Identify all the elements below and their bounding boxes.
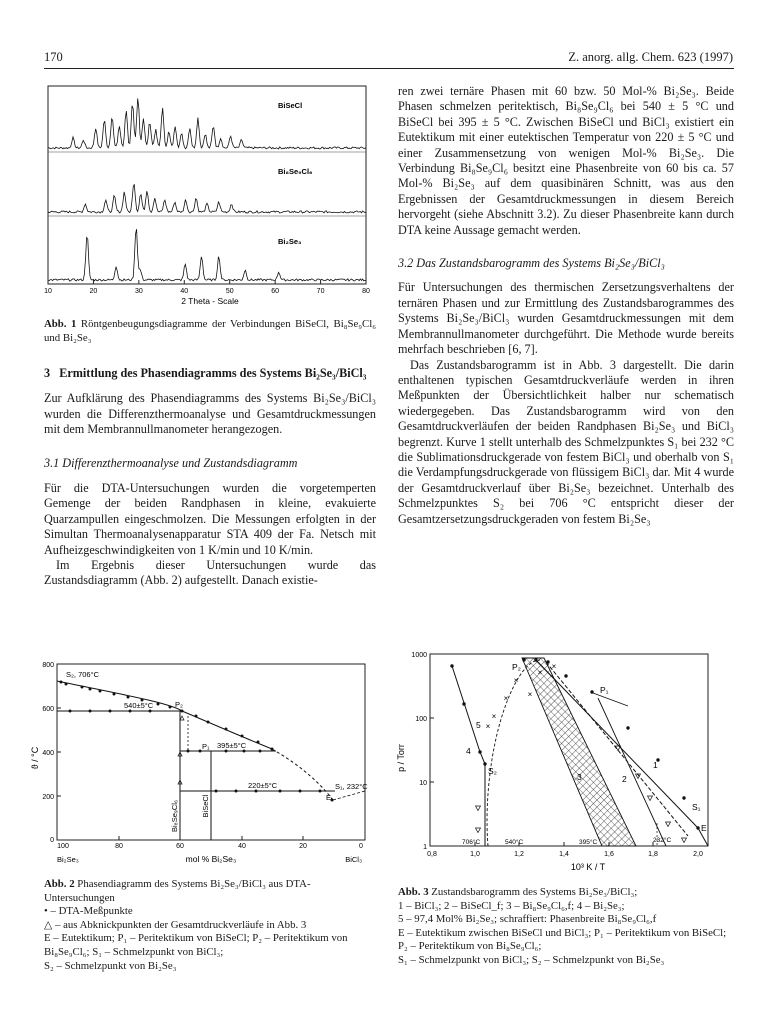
fig2-caption-label: Abb. 2 bbox=[44, 878, 75, 890]
fig2-x-label: mol % Bi₂Se₃ bbox=[185, 854, 237, 864]
fig1-x-tick-label: 70 bbox=[316, 288, 325, 295]
figure1-caption bbox=[44, 318, 376, 345]
fig1-caption-label: Abb. 1 bbox=[44, 318, 77, 330]
fig2-liquidus-dashed bbox=[272, 749, 333, 800]
figure2-phase-diagram bbox=[30, 656, 385, 868]
fig3-curve-4 bbox=[452, 666, 485, 846]
section3-number: 3 bbox=[44, 366, 51, 380]
fig3-caption-line3: 5 – 97,4 Mol% Bi₂Se₃; schraffiert: Phasenbreite Bi₈Se₉Cl₆,f bbox=[398, 913, 657, 926]
fig3-caption-line4: E – Eutektikum zwischen BiSeCl und BiCl₃; P₁ – Peritektikum von BiSeCl; P₂ – Peritektikum von Bi₈Se₉Cl₆; bbox=[398, 926, 727, 953]
right-paragraph-3: Das Zustandsbarogramm ist in Abb. 3 dargestellt. Die darin enthaltenen typischen Gesamtdruckverläufe werden in ihren Meßpunkten der Übersichtlichkeit halber nur schematisch wiedergegeben. Das Zustandsbarogramm wird von den Gesamtdruckverläufen der beiden Randphasen Bi₂Se₃ und BiCl₃ begrenzt. Kurve 1 stellt unterhalb des Schmelzpunktes S₁ bei 232 °C die Sublimationsdruckgerade von festem BiCl₃ und oberhalb von S₁ die Verdampfungsdruckgerade von flüssigem BiCl₃ dar. Mit 4 wurde der Gesamtdruckverlauf über Bi₂Se₃ bezeichnet. Unterhalb des Schmelzpunktes S₂ bei 706 °C entspricht dieser der Gesamtzersetzungsdruckgeraden von festem Bi₂Se₃ bbox=[398, 357, 734, 526]
fig1-x-tick-label: 20 bbox=[89, 288, 98, 295]
fig3-label-curve-4: 4 bbox=[466, 746, 471, 756]
fig3-y-tick: 1000 bbox=[411, 652, 427, 659]
figure3-caption bbox=[398, 886, 734, 968]
fig2-label-s2: S₂, 706°C bbox=[66, 670, 100, 679]
right-paragraph-2: Für Untersuchungen des thermischen Zersetzungsverhaltens der ternären Phasen und zur Ermittlung des Zustandsbarogrammes des Systems Bi₂Se₃/BiCl₃ wurden Gesamtdruckmessungen mit dem Membrannullmanometer durchgeführt. Die Methode wurde bereits mehrfach beschrieben [6, 7]. bbox=[398, 280, 734, 357]
subsection-3-1-heading: 3.1 Differenzthermoanalyse und Zustandsdiagramm bbox=[44, 455, 298, 470]
fig2-dta-point bbox=[181, 710, 184, 713]
fig2-dta-point bbox=[235, 790, 238, 793]
fig2-label-395: 395±5°C bbox=[217, 741, 247, 750]
header-rule bbox=[44, 68, 734, 69]
fig3-marker-point bbox=[522, 658, 525, 661]
fig3-x-tick: 1,4 bbox=[559, 851, 569, 858]
left-paragraph-1: Zur Aufklärung des Phasendiagramms des Systems Bi₂Se₃/BiCl₃ wurden die Differenzthermoanalyse und Gesamtdruckmessungen mit dem Membrannullmanometer herangezogen. bbox=[44, 391, 376, 437]
left-column bbox=[44, 366, 376, 589]
fig2-dta-point bbox=[81, 686, 84, 689]
fig3-marker-point bbox=[450, 664, 453, 667]
section3-heading bbox=[44, 366, 376, 381]
fig3-label-p1: P₁ bbox=[600, 685, 609, 695]
fig3-x-tick: 1,6 bbox=[604, 851, 614, 858]
fig1-caption-text: Röntgenbeugungsdiagramme der Verbindungen BiSeCl, Bi₈Se₉Cl₆ und Bi₂Se₃ bbox=[44, 318, 376, 344]
fig2-caption-line4: E – Eutektikum; P₁ – Peritektikum von BiSeCl; P₂ – Peritektikum von Bi₈Se₉Cl₆; S₁ – Schmelzpunkt von BiCl₃; bbox=[44, 932, 348, 958]
fig3-marker-point bbox=[682, 796, 685, 799]
fig3-triangle-marker bbox=[476, 828, 481, 833]
fig1-x-tick-label: 50 bbox=[225, 288, 234, 295]
fig2-triangle-marker bbox=[180, 716, 184, 720]
fig3-temp-label: 706°C bbox=[462, 839, 481, 846]
fig2-dta-point bbox=[207, 721, 210, 724]
fig2-dta-point bbox=[60, 681, 63, 684]
fig3-label-e: E bbox=[701, 823, 707, 833]
fig3-caption-line1: Zustandsbarogramm des Systems Bi₂Se₃/BiCl₃; bbox=[428, 886, 638, 898]
fig3-label-s1: S₁ bbox=[692, 802, 701, 812]
fig3-caption-line5: S₁ – Schmelzpunkt von BiCl₃; S₂ – Schmelzpunkt von Bi₂Se₃ bbox=[398, 953, 665, 966]
fig3-marker-point bbox=[626, 726, 629, 729]
fig2-x-tick: 0 bbox=[359, 843, 363, 850]
fig1-label-bi2se3: Bi₂Se₃ bbox=[278, 237, 302, 246]
fig2-dta-point bbox=[99, 690, 102, 693]
fig2-dta-point bbox=[241, 735, 244, 738]
fig3-caption-label: Abb. 3 bbox=[398, 886, 429, 898]
fig1-x-tick-label: 10 bbox=[44, 288, 52, 295]
fig1-x-axis bbox=[44, 280, 370, 295]
fig3-label-s2: S₂ bbox=[488, 766, 497, 776]
fig3-x-tick: 0,8 bbox=[427, 851, 437, 858]
left-paragraph-2: Für die DTA-Untersuchungen wurden die vorgetemperten Gemenge der beiden Randphasen in kleine, evakuierte Quarzampullen eingeschmolzen. Die Messungen erfolgten in der Simultan Thermoanalysenapparatur STA 409 der Fa. Netsch mit Aufheizgeschwindigkeiten von 1 K/min und 10 K/min. bbox=[44, 481, 376, 557]
figure1-xrd-chart bbox=[40, 82, 376, 312]
fig2-dta-point bbox=[65, 683, 68, 686]
fig2-label-p1: P₁ bbox=[202, 742, 210, 751]
fig2-caption-line2: • – DTA-Meßpunkte bbox=[44, 905, 133, 918]
fig3-curve-5 bbox=[487, 660, 540, 846]
fig2-caption-line1: Phasendiagramm des Systems Bi₂Se₃/BiCl₃ aus DTA-Untersuchungen bbox=[44, 878, 311, 904]
fig1-x-label: 2 Theta - Scale bbox=[181, 296, 239, 306]
subsection-3-2-heading: 3.2 Das Zustandsbarogramm des Systems Bi₂Se₃/BiCl₃ bbox=[398, 256, 665, 271]
fig2-y-tick: 400 bbox=[42, 750, 54, 757]
fig2-dta-point bbox=[109, 710, 112, 713]
fig3-x-tick: 1,8 bbox=[648, 851, 658, 858]
fig3-temp-label: 540°C bbox=[505, 839, 524, 846]
right-paragraph-1: ren zwei ternäre Phasen mit 60 bzw. 50 Mol-% Bi₂Se₃. Beide Phasen schmelzen peritektisch, Bi₈Se₉Cl₆ bei 540 ± 5 °C und BiSeCl bei 395 ± 5 °C. Zwischen BiSeCl und BiCl₃ existiert ein Eutektikum mit einer eutektischen Temperatur von 220 ± 5 °C und einer Zusammensetzung von wenigen Mol-% Bi₂Se₃. Die Verbindung Bi₈Se₉Cl₆ besitzt eine Phasenbreite von 60 bis ca. 57 Mol-% Bi₂Se₃ auf dem quasibinären Schnitt, was aus den Ergebnissen der Gesamtdruckmessungen in diesem Bereich hervorgeht (siehe Abschnitt 3.2). Zu dieser Phasenbreite kann durch DTA keine Aussage gemacht werden. bbox=[398, 84, 734, 237]
fig1-trace-bi2se3 bbox=[48, 229, 366, 281]
fig3-marker-point bbox=[462, 702, 465, 705]
right-column bbox=[398, 84, 734, 527]
fig1-trace-bisecl bbox=[48, 98, 366, 149]
fig3-label-curve-2: 2 bbox=[622, 774, 627, 784]
left-paragraph-3: Im Ergebnis dieser Untersuchungen wurde das Zustandsdiagramm (Abb. 2) aufgestellt. Danach existie- bbox=[44, 558, 376, 588]
fig2-dta-point bbox=[215, 790, 218, 793]
fig3-triangle-marker bbox=[648, 796, 653, 801]
fig2-liquidus-curve bbox=[57, 681, 272, 749]
fig2-dta-point bbox=[279, 790, 282, 793]
fig3-marker-point bbox=[483, 762, 486, 765]
fig1-trace-bi8se9cl6 bbox=[48, 184, 366, 213]
fig3-cross-marker: × bbox=[503, 694, 509, 703]
fig2-y-tick: 800 bbox=[42, 662, 54, 669]
figure3-barogram bbox=[388, 648, 740, 873]
fig3-temp-label: 395°C bbox=[579, 839, 598, 846]
fig3-marker-point bbox=[546, 660, 549, 663]
fig2-y-tick: 600 bbox=[42, 706, 54, 713]
fig2-dta-point bbox=[195, 715, 198, 718]
fig2-dta-point bbox=[169, 706, 172, 709]
fig3-y-tick: 1 bbox=[423, 844, 427, 851]
fig2-dta-point bbox=[319, 790, 322, 793]
fig2-x-tick: 20 bbox=[299, 843, 307, 850]
fig2-dta-point bbox=[259, 750, 262, 753]
fig3-x-tick: 1,0 bbox=[470, 851, 480, 858]
fig2-label-p2: P₂ bbox=[175, 700, 183, 709]
fig3-label-curve-1: 1 bbox=[653, 760, 658, 770]
fig2-x-left-label: Bi₂Se₃ bbox=[57, 855, 79, 864]
fig1-x-tick-label: 60 bbox=[271, 288, 280, 295]
fig3-y-tick: 100 bbox=[415, 716, 427, 723]
fig2-label-s1: S₁, 232°C bbox=[335, 782, 368, 791]
fig3-caption-line2: 1 – BiCl₃; 2 – BiSeCl_f; 3 – Bi₈Se₉Cl₆,f; 4 – Bi₂Se₃; bbox=[398, 899, 625, 912]
fig2-dta-point bbox=[271, 748, 274, 751]
fig2-x-tick: 100 bbox=[57, 843, 69, 850]
fig3-label-p2: P₂ bbox=[512, 662, 521, 672]
fig2-y-tick: 200 bbox=[42, 794, 54, 801]
fig2-y-label: ϑ / °C bbox=[30, 746, 40, 770]
fig3-cross-marker: × bbox=[491, 712, 497, 721]
fig3-marker-point bbox=[696, 826, 699, 829]
fig2-label-bi8se9cl6: Bi₈Se₉Cl₆ bbox=[170, 799, 179, 833]
fig3-temp-label: 232°C bbox=[653, 837, 672, 844]
fig2-x-right-label: BiCl₃ bbox=[345, 855, 362, 864]
fig2-caption-line3: △ – aus Abknickpunkten der Gesamtdruckverläufe in Abb. 3 bbox=[44, 918, 307, 931]
fig3-triangle-marker bbox=[682, 838, 687, 843]
fig2-dta-point bbox=[157, 703, 160, 706]
fig2-dta-point bbox=[89, 710, 92, 713]
fig3-label-curve-3: 3 bbox=[577, 772, 582, 782]
fig2-dta-point bbox=[127, 696, 130, 699]
fig3-x-tick: 1,2 bbox=[514, 851, 524, 858]
fig3-cross-marker: × bbox=[537, 668, 543, 677]
fig1-x-tick-label: 80 bbox=[362, 288, 370, 295]
section3-title: Ermittlung des Phasendiagramms des Systems Bi₂Se₃/BiCl₃ bbox=[59, 366, 367, 380]
fig2-label-e: E bbox=[326, 793, 332, 802]
fig2-label-540: 540±5°C bbox=[124, 701, 154, 710]
fig3-cross-marker: × bbox=[513, 676, 519, 685]
fig2-caption-line5: S₂ – Schmelzpunkt von Bi₂Se₃ bbox=[44, 959, 177, 972]
fig2-dta-point bbox=[187, 750, 190, 753]
fig3-marker-point bbox=[534, 658, 537, 661]
fig2-x-tick: 80 bbox=[115, 843, 123, 850]
fig2-bicl3-branch bbox=[333, 791, 365, 800]
fig2-dta-point bbox=[69, 710, 72, 713]
fig3-cross-marker: × bbox=[551, 662, 557, 671]
fig2-label-bisecl: BiSeCl bbox=[201, 794, 210, 818]
journal-header: Z. anorg. allg. Chem. 623 (1997) bbox=[568, 50, 733, 64]
fig2-y-tick: 0 bbox=[50, 837, 54, 844]
fig3-y-label: p / Torr bbox=[396, 744, 406, 772]
fig2-dta-point bbox=[113, 693, 116, 696]
fig1-label-bi8se9cl6: Bi₈Se₉Cl₆ bbox=[278, 167, 313, 176]
fig3-triangle-marker bbox=[476, 806, 481, 811]
fig3-triangle-marker bbox=[666, 822, 671, 827]
fig3-marker-point bbox=[478, 750, 481, 753]
fig3-x-tick: 2,0 bbox=[693, 851, 703, 858]
page-number: 170 bbox=[44, 50, 63, 64]
fig3-x-label: 10³ K / T bbox=[570, 862, 606, 872]
fig1-x-tick-label: 40 bbox=[180, 288, 189, 295]
fig3-cross-marker: × bbox=[527, 690, 533, 699]
fig2-dta-point bbox=[299, 790, 302, 793]
fig2-x-tick: 60 bbox=[176, 843, 184, 850]
fig2-label-220: 220±5°C bbox=[248, 781, 278, 790]
fig1-x-tick-label: 30 bbox=[134, 288, 143, 295]
fig3-cross-marker: × bbox=[485, 722, 491, 731]
fig2-dta-point bbox=[89, 688, 92, 691]
fig2-x-tick: 40 bbox=[238, 843, 246, 850]
figure2-caption bbox=[44, 878, 378, 973]
fig1-label-bisecl: BiSeCl bbox=[278, 101, 303, 110]
fig2-dta-point bbox=[225, 728, 228, 731]
fig3-marker-point bbox=[590, 690, 593, 693]
fig3-marker-point bbox=[564, 674, 567, 677]
fig3-y-tick: 10 bbox=[419, 780, 427, 787]
fig3-label-curve-5: 5 bbox=[476, 720, 481, 730]
fig2-dta-point bbox=[257, 741, 260, 744]
